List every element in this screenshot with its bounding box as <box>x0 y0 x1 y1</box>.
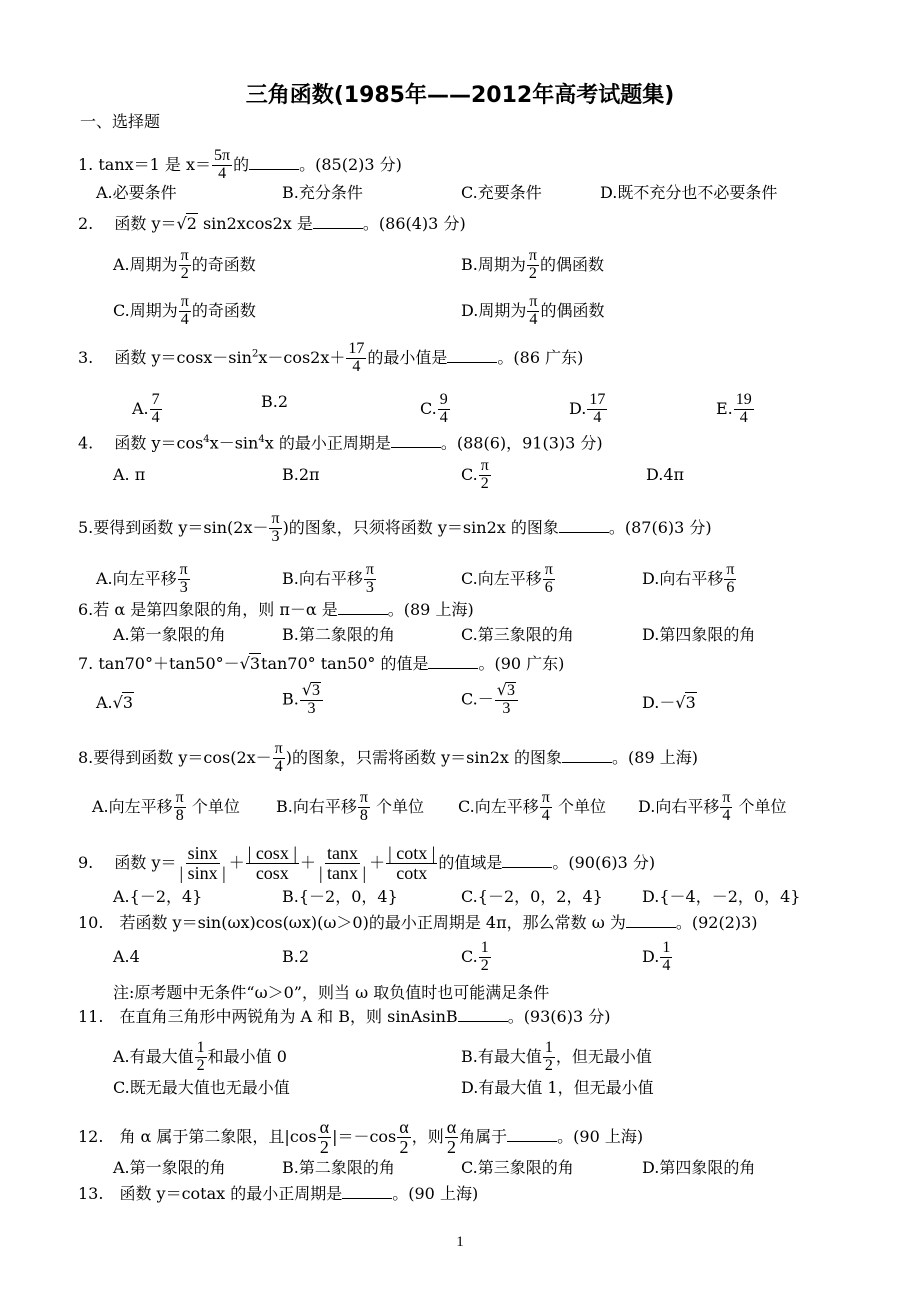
q7-option-c: C.－ $\frac{√3}{3}$ <box>461 682 519 718</box>
q8-option-a: A.向左平移 $\frac{\pi}{8}$ 个单位 <box>92 789 240 824</box>
fraction: $\frac{\pi}{2}$ <box>480 457 489 492</box>
fraction: $\frac{5\pi}{4}$ <box>214 147 231 182</box>
fraction: $\frac{\pi}{3}$ <box>179 561 188 596</box>
q11-option-b: B.有最大值 $\frac{1}{2}$ ，但无最小值 <box>461 1039 652 1074</box>
source: 。(85(2)3 分) <box>299 154 402 174</box>
question-3: 3. 函数 $y=\cos x-\sin^2x-\cos 2x+$ $\frac{17}{4}$ 的最小值是 。(86 广东) <box>78 340 584 375</box>
answer-blank[interactable] <box>626 913 676 928</box>
source: 。(93(6)3 分) <box>507 1007 611 1026</box>
answer-blank[interactable] <box>249 155 299 170</box>
q10-note: 注:原考题中无条件“ω＞0”，则当 ω 取负值时也可能满足条件 <box>113 983 550 1002</box>
fraction: $\frac{| \cot x |}{\cot x}$ <box>388 843 436 883</box>
q8-option-d: D.向右平移 $\frac{\pi}{4}$ 个单位 <box>638 789 787 824</box>
question-5: 5.要得到函数 y＝sin(2x－ $\frac{\pi}{3}$ )的图象，只须将函数 y＝sin2x 的图象 。(87(6)3 分) <box>78 510 712 545</box>
section-heading: 一、选择题 <box>80 112 161 131</box>
fraction: $\frac{17}{4}$ <box>589 391 606 426</box>
question-1: 1. tanx＝1 是 x＝ $\frac{5\pi}{4}$ 的 。(85(2)3 分) <box>78 147 402 182</box>
q12-option-c: C.第三象限的角 <box>461 1158 574 1177</box>
answer-blank[interactable] <box>342 1184 392 1199</box>
q3-option-a: A. $\frac{7}{4}$ <box>132 391 160 426</box>
q4-option-c: C. $\frac{\pi}{2}$ <box>461 457 489 492</box>
fraction: $\frac{\tan x}{| \tan x |}$ <box>318 843 367 883</box>
question-11: 11. 在直角三角形中两锐角为 A 和 B，则 sinAsinB 。(93(6)3 分) <box>78 1007 611 1026</box>
source: 。(90 广东) <box>478 654 565 673</box>
question-6: 6.若 α 是第四象限的角，则 π－α 是 。(89 上海) <box>78 600 474 619</box>
fraction: $\frac{\pi}{4}$ <box>274 740 283 775</box>
q5-option-b: B.向右平移 $\frac{\pi}{3}$ <box>282 561 374 596</box>
fraction: $\frac{1}{2}$ <box>196 1039 205 1074</box>
q6-option-c: C.第三象限的角 <box>461 625 574 644</box>
q5-option-a: A.向左平移 $\frac{\pi}{3}$ <box>96 561 188 596</box>
question-7: 7. tan70°＋tan50°－√3tan70° tan50° 的值是 。(90 广东) <box>78 654 565 673</box>
answer-blank[interactable] <box>502 853 552 868</box>
answer-blank[interactable] <box>391 433 441 448</box>
q10-option-d: D. $\frac{1}{4}$ <box>642 939 671 974</box>
q8-option-b: B.向右平移 $\frac{\pi}{8}$ 个单位 <box>276 789 425 824</box>
fraction: $\frac{\pi}{8}$ <box>175 789 184 824</box>
fraction: $\frac{7}{4}$ <box>151 391 160 426</box>
page-number: 1 <box>456 1234 464 1250</box>
question-12: 12. 角 α 属于第二象限，且|cos $\frac{\alpha}{2}$ |＝－cos $\frac{\alpha}{2}$ ，则 $\frac{\alpha}{2}$ 角属于 。(90 上海) <box>78 1117 644 1157</box>
answer-blank[interactable] <box>338 600 388 615</box>
fraction: $\frac{1}{2}$ <box>480 939 489 974</box>
source: 。(92(2)3) <box>675 913 758 932</box>
fraction: $\frac{1}{2}$ <box>544 1039 553 1074</box>
q8-option-c: C.向左平移 $\frac{\pi}{4}$ 个单位 <box>458 789 606 824</box>
q4-option-d: D.4π <box>646 465 685 484</box>
fraction: $\frac{\pi}{3}$ <box>365 561 374 596</box>
q4-option-a: A. π <box>113 465 146 484</box>
fraction: $\frac{\sin x}{| \sin x |}$ <box>179 843 226 883</box>
q3-option-e: E. $\frac{19}{4}$ <box>716 391 752 426</box>
page-title: 三角函数(1985年——2012年高考试题集) <box>245 83 675 108</box>
q11-option-a: A.有最大值 $\frac{1}{2}$ 和最小值 0 <box>113 1039 287 1074</box>
answer-blank[interactable] <box>507 1127 557 1142</box>
fraction: $\frac{\pi}{2}$ <box>528 247 537 282</box>
q6-option-b: B.第二象限的角 <box>282 625 395 644</box>
q12-option-a: A.第一象限的角 <box>113 1158 226 1177</box>
q12-option-b: B.第二象限的角 <box>282 1158 395 1177</box>
question-10: 10. 若函数 y＝sin(ωx)cos(ωx)(ω＞0)的最小正周期是 4π，那么常数 ω 为 。(92(2)3) <box>78 913 758 932</box>
fraction: $\frac{\pi}{4}$ <box>722 789 731 824</box>
q7-option-d: D.－√3 <box>642 693 696 712</box>
q11-option-d: D.有最大值 1，但无最小值 <box>461 1078 654 1097</box>
q1-option-d: D.既不充分也不必要条件 <box>600 183 778 202</box>
fraction: $\frac{\pi}{6}$ <box>544 561 553 596</box>
q1-option-b: B.充分条件 <box>282 183 363 202</box>
source: 。(89 上海) <box>612 747 698 767</box>
fraction: $\frac{\pi}{6}$ <box>726 561 735 596</box>
answer-blank[interactable] <box>447 348 497 363</box>
q2-option-b: B.周期为 $\frac{\pi}{2}$ 的偶函数 <box>461 247 604 282</box>
sqrt-sign: √ <box>239 654 250 673</box>
source: 。(90 上海) <box>557 1126 644 1146</box>
answer-blank[interactable] <box>562 748 612 763</box>
source: 。(90(6)3 分) <box>552 852 656 872</box>
q4-option-b: B.2π <box>282 465 320 484</box>
source: 。(86 广东) <box>497 347 584 367</box>
fraction: $\frac{\alpha}{2}$ <box>399 1117 409 1157</box>
q9-option-b: B.{－2，0，4} <box>282 887 398 906</box>
answer-blank[interactable] <box>458 1007 508 1022</box>
source: 。(89 上海) <box>387 600 474 619</box>
q9-option-a: A.{－2，4} <box>113 887 203 906</box>
fraction: $\frac{\pi}{2}$ <box>180 247 189 282</box>
source: 。(90 上海) <box>392 1184 479 1203</box>
q5-option-d: D.向右平移 $\frac{\pi}{6}$ <box>642 561 735 596</box>
q3-option-b: B.2 <box>261 392 289 411</box>
fraction: $\frac{\pi}{4}$ <box>529 293 538 328</box>
source: 。(86(4)3 分) <box>362 214 466 233</box>
q1-option-a: A.必要条件 <box>96 183 177 202</box>
question-9: 9. 函数 y＝ $\frac{\sin x}{| \sin x |}$ ＋ $\frac{| \cos x |}{\cos x}$ ＋ $\frac{\tan x}{| \tan x |}$ ＋ $\frac{| \cot x |}{\cot x}$ 的值域是 。(90(6)3 分) <box>78 843 656 883</box>
question-2: 2. 函数 y＝√2 sin2xcos2x 是 。(86(4)3 分) <box>78 214 466 233</box>
fraction: $\frac{\alpha}{2}$ <box>446 1117 457 1157</box>
fraction: $\frac{\pi}{8}$ <box>359 789 368 824</box>
q2-option-a: A.周期为 $\frac{\pi}{2}$ 的奇函数 <box>113 247 256 282</box>
q2-option-d: D.周期为 $\frac{\pi}{4}$ 的偶函数 <box>461 293 605 328</box>
q1-stem: 1. tanx＝1 是 x＝ <box>78 154 212 174</box>
question-8: 8.要得到函数 y＝cos(2x－ $\frac{\pi}{4}$ )的图象，只需将函数 y＝sin2x 的图象 。(89 上海) <box>78 740 698 775</box>
sqrt-sign: √ <box>176 214 187 233</box>
fraction: $\frac{1}{4}$ <box>662 939 671 974</box>
fraction: $\frac{\pi}{3}$ <box>271 510 280 545</box>
q6-option-a: A.第一象限的角 <box>113 625 226 644</box>
source: 。(88(6)，91(3)3 分) <box>440 433 603 453</box>
fraction: $\frac{9}{4}$ <box>439 391 448 426</box>
q12-option-d: D.第四象限的角 <box>642 1158 756 1177</box>
source: 。(87(6)3 分) <box>608 517 712 537</box>
q7-option-a: A.√3 <box>96 693 134 712</box>
question-4: 4. 函数 $y=\cos^4x-\sin^4x$ 的最小正周期是 。(88(6)，91(3)3 分) <box>78 433 603 453</box>
q2-option-c: C.周期为 $\frac{\pi}{4}$ 的奇函数 <box>113 293 256 328</box>
fraction: $\frac{19}{4}$ <box>735 391 752 426</box>
fraction: $\frac{√3}{3}$ <box>495 682 518 718</box>
q9-option-c: C.{－2，0，2，4} <box>461 887 603 906</box>
question-13: 13. 函数 y＝cotax 的最小正周期是 。(90 上海) <box>78 1184 479 1203</box>
q10-option-c: C. $\frac{1}{2}$ <box>461 939 489 974</box>
q11-option-c: C.既无最大值也无最小值 <box>113 1078 290 1097</box>
q10-option-b: B.2 <box>282 947 310 966</box>
answer-blank[interactable] <box>428 654 478 669</box>
fraction: $\frac{\pi}{4}$ <box>541 789 550 824</box>
q6-option-d: D.第四象限的角 <box>642 625 756 644</box>
q10-option-a: A.4 <box>113 947 140 966</box>
q3-option-c: C. $\frac{9}{4}$ <box>420 391 448 426</box>
fraction: $\frac{17}{4}$ <box>348 340 365 375</box>
q1-option-c: C.充要条件 <box>461 183 542 202</box>
q3-option-d: D. $\frac{17}{4}$ <box>569 391 606 426</box>
q5-option-c: C.向左平移 $\frac{\pi}{6}$ <box>461 561 553 596</box>
fraction: $\frac{\alpha}{2}$ <box>319 1117 330 1157</box>
fraction: $\frac{√3}{3}$ <box>300 682 323 718</box>
answer-blank[interactable] <box>313 214 363 229</box>
fraction: $\frac{| \cos x |}{\cos x}$ <box>247 843 297 883</box>
fraction: $\frac{\pi}{4}$ <box>180 293 189 328</box>
answer-blank[interactable] <box>559 518 609 533</box>
q9-option-d: D.{－4，－2，0，4} <box>642 887 801 906</box>
q7-option-b: B. $\frac{√3}{3}$ <box>282 682 324 718</box>
